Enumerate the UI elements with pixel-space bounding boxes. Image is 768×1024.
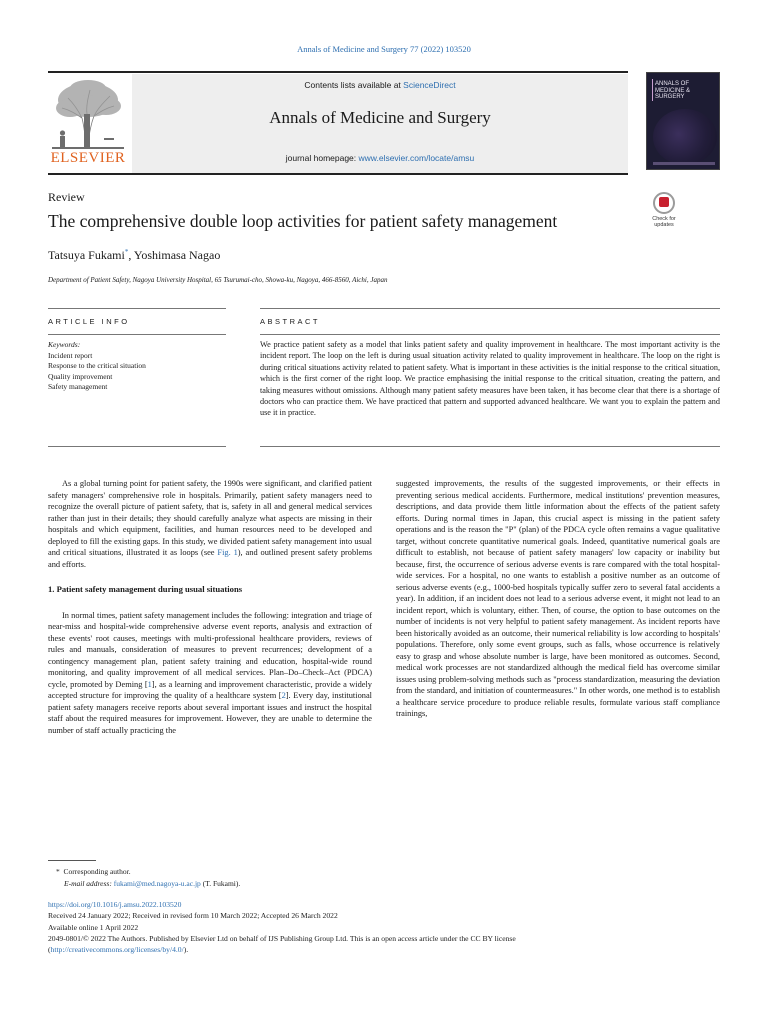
keyword-item: Safety management	[48, 382, 108, 391]
journal-homepage-line	[132, 153, 628, 163]
figure-1-link[interactable]: Fig. 1	[217, 548, 238, 557]
section-1-heading: 1. Patient safety management during usual situations	[48, 584, 243, 594]
section-1-paragraph	[48, 610, 372, 737]
paragraph-text: ], as a learning and improvement characteristic, provide a widely accepted structure for improving the quality of a healthcare system [	[48, 679, 372, 700]
keyword-item: Incident report	[48, 350, 93, 360]
body-column-right	[396, 478, 720, 720]
article-info-rule	[48, 446, 226, 447]
cover-title: ANNALS OF MEDICINE & SURGERY	[655, 81, 691, 100]
contents-lists-line	[132, 80, 628, 90]
footnote-rule	[48, 860, 96, 861]
check-for-updates-label: Check for updates	[652, 216, 676, 228]
license-text: 2049-0801/© 2022 The Authors. Published by Elsevier Ltd on behalf of IJS Publishing Group Ltd. This is an open access article under the CC BY license	[48, 933, 516, 943]
body-column-left	[48, 478, 372, 736]
keyword-item: Quality improvement	[48, 371, 113, 381]
sciencedirect-link[interactable]: ScienceDirect	[403, 80, 456, 90]
paragraph-continuation: suggested improvements, the results of the suggested improvements, or their effects in preventing serious medical accidents. Furthermore, medical institutions' prevention measures, descriptions, and data provide them little information about the effects of the patient safety efforts. During normal times in Japan, this crucial aspect is missing in the patient safety operations and is the reason the "P" (plan) of the PDCA cycle often remains a vague qualitative target, without concrete quantitative numerical goals. Indeed, quantitative numerical goals are difficult to establish, not because of patient safety managers' low capacity or inability but because, first, the occurrence of serious adverse events is rare compared with the total hospital-wide services. For a hospital, no one wants to establish a positive number as an outcome of serious adverse events (e.g., 1000-bed hospitals typically suffer zero to several fatal accidents a year). In addition, if an incident does not lead to a serious adverse event, it might not lead to an incident report, which is voluntary, either. Then, of course, the option to base outcomes on the number of incidents is not very helpful to patient safety management. As incident reports have been historically avoided as an outcome, their numerical reliability is low according to hospitals' populations. Therefore, only some event groups, such as falls, whose occurrence is relatively easy to grasp and whose absolute number is large, have been monitored as outcomes. Second, medical work processes are not standardized although the medical field has overcome similar issues using problem-solving methods such as "process standardization, measuring the deviation from the standard, and initiation of countermeasures." In other words, one method is to establish a healthcare service procedure to produce reliable results, formulate various staff compliance trainings,	[396, 479, 720, 718]
email-suffix: (T. Fukami).	[200, 879, 241, 888]
license-paren: ).	[183, 945, 189, 955]
homepage-link[interactable]: www.elsevier.com/locate/amsu	[358, 153, 475, 163]
abstract-rule	[260, 334, 720, 335]
footnote-mark: *	[56, 867, 60, 876]
author-name[interactable]: Yoshimasa Nagao	[133, 248, 221, 262]
keyword-item: Response to the critical situation	[48, 361, 146, 370]
paragraph-text: ]. Every day, institutional patient safety managers receive reports about several important issues and instruct the hospital staff about the required measures for improvement. However, they are unable to determine the number of staff actually practicing the	[48, 691, 373, 735]
reference-link[interactable]: 1	[147, 679, 152, 689]
doi-link[interactable]: https://doi.org/10.1016/j.amsu.2022.103520	[48, 900, 182, 909]
author-name[interactable]: Tatsuya Fukami	[48, 248, 125, 262]
article-title: The comprehensive double loop activities for patient safety management	[48, 211, 558, 231]
license-link[interactable]: http://creativecommons.org/licenses/by/4.0/	[50, 945, 184, 955]
cover-artwork	[653, 109, 717, 165]
author-affiliation: Department of Patient Safety, Nagoya University Hospital, 65 Tsurumai-cho, Showa-ku, Nagoya, 466-8560, Aichi, Japan	[48, 276, 388, 284]
header-rule-top	[48, 71, 628, 73]
intro-text: ), and outlined present safety problems and efforts.	[48, 548, 372, 569]
license-paren: (	[48, 945, 51, 955]
article-info-rule	[48, 308, 226, 309]
author-list	[48, 248, 220, 263]
license-statement	[48, 933, 720, 944]
corresponding-author-label: Corresponding author.	[63, 867, 131, 876]
abstract-rule	[260, 446, 720, 447]
reference-link[interactable]: 2	[281, 691, 286, 700]
abstract-heading: ABSTRACT	[260, 317, 321, 326]
cover-accent-bar	[652, 79, 653, 101]
corresponding-author-mark[interactable]: *	[124, 248, 129, 256]
intro-text: As a global turning point for patient safety, the 1990s were significant, and clarified patient safety managers' comprehensive role in hospitals. Primarily, patient safety managers need to recognize the overall picture of patient safety, that is, safety in all and general medical services rather than just in their details; they should carefully analyze what aspects are missing in their hospitals and which equipment, facilities, and human resources need to be developed and deployed to fill the existing gaps. In this study, we divided patient safety management into usual and critical situations, illustrated it as loops (see	[48, 479, 372, 557]
author-separator: ,	[128, 248, 134, 262]
paragraph-text: In normal times, patient safety management includes the following: integration and triage of near-miss and hospital-wide comprehensive adverse event reports, analysis and extraction of these events' root causes, meetings with multi-professional healthcare providers, reviews of rules and manuals, consideration of measures to prevent recurrences; development of a contingency management plan, patient safety training and education, hospital-wide round monitoring, and quality improvement of all medical services. Plan–Do–Check–Act (PDCA) cycle, promoted by Deming [	[48, 610, 372, 689]
running-head[interactable]: Annals of Medicine and Surgery 77 (2022) 103520	[297, 44, 471, 54]
check-for-updates-icon	[653, 192, 675, 214]
intro-paragraph	[48, 478, 372, 570]
footnote	[56, 866, 240, 890]
keywords-label: Keywords:	[48, 340, 81, 349]
homepage-prefix: journal homepage:	[285, 153, 359, 163]
article-info-heading: ARTICLE INFO	[48, 317, 130, 326]
received-dates: Received 24 January 2022; Received in revised form 10 March 2022; Accepted 26 March 2022	[48, 911, 338, 921]
header-rule-bottom	[48, 173, 628, 175]
publication-info	[48, 899, 720, 955]
elsevier-wordmark: ELSEVIER	[50, 150, 126, 166]
abstract-text: We practice patient safety as a model that links patient safety and quality improvement in healthcare. The most important activity is the incident report. The loop on the left is during usual situation activity related to quality improvement in healthcare. The loop on the right is during critical situations activity related to patient safety. What is important in these activities is the initial response to the critical situation, which is the first corner of the right loop. We practice emphasising the initial response to the critical situation, creating the pattern, and taking measures without omissions. Although many patient safety measures have been taken, it has become clear that there is a shortage of doctors who can practice them. We have practiced that pattern and supported advanced healthcare. We want you to explain the pattern and use it in practice.	[260, 340, 720, 418]
article-type: Review	[48, 190, 85, 204]
keywords-block	[48, 340, 226, 393]
journal-cover-thumbnail[interactable]	[646, 72, 720, 170]
author-email-link[interactable]: fukami@med.nagoya-u.ac.jp	[113, 879, 201, 888]
email-label: E-mail address:	[64, 879, 114, 888]
email-line	[56, 878, 240, 890]
cover-footer-strip	[653, 162, 715, 165]
journal-title: Annals of Medicine and Surgery	[269, 108, 491, 127]
check-for-updates-badge[interactable]	[646, 192, 682, 230]
contents-prefix: Contents lists available at	[304, 80, 404, 90]
article-info-rule	[48, 334, 226, 335]
available-online: Available online 1 April 2022	[48, 922, 139, 932]
abstract-rule	[260, 308, 720, 309]
corresponding-author-note	[56, 866, 240, 878]
